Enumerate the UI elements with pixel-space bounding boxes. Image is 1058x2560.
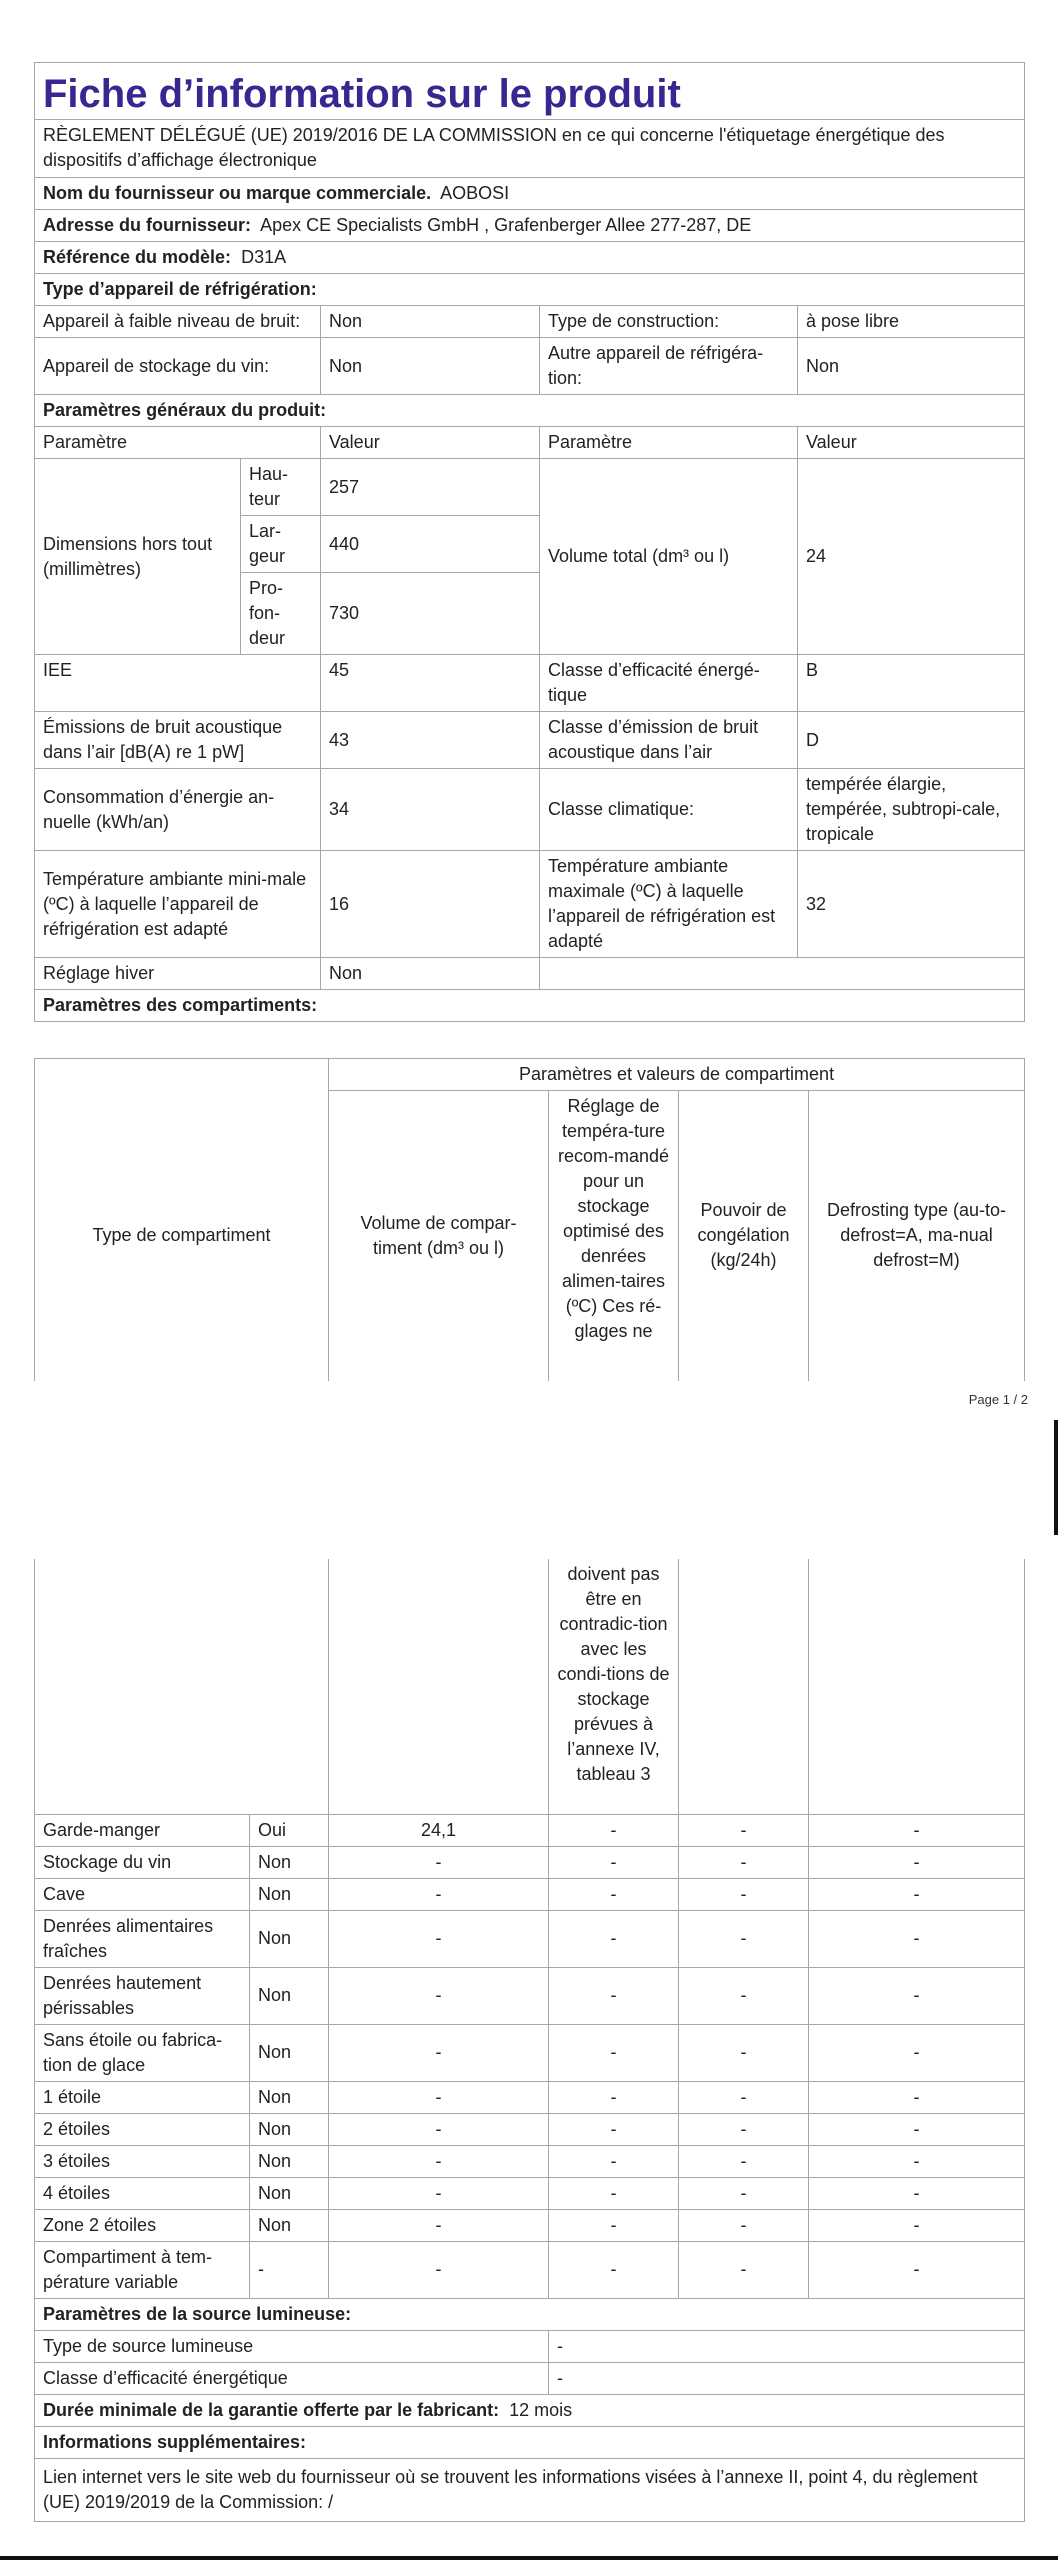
page-number: Page 1 / 2: [968, 1392, 1028, 1407]
noise-class-value: D: [798, 712, 1025, 769]
energy-value: 34: [321, 769, 540, 851]
temp-setting-header: Réglage de tempéra-ture recom-mandé pour un stockage optimisé des denrées alimen-taires (ºC) Ces ré-glages ne: [549, 1091, 679, 1381]
warranty-row: [35, 2394, 1025, 2426]
product-sheet-table-page-1: [34, 62, 1025, 1022]
compartment-freeze: -: [679, 1814, 809, 1846]
compartment-defrost: -: [809, 2081, 1025, 2113]
compartment-temp: -: [549, 2113, 679, 2145]
compartment-name: Denrées hautement périssables: [35, 1967, 250, 2024]
compartment-defrost: -: [809, 1967, 1025, 2024]
compartment-defrost: -: [809, 2241, 1025, 2298]
compartment-freeze: -: [679, 2177, 809, 2209]
efficiency-class-label: Classe d’efficacité énergé-tique: [540, 655, 798, 712]
col-value-header-2: Valeur: [798, 427, 1025, 459]
table-row: [35, 2241, 1025, 2298]
compartment-defrost: -: [809, 2177, 1025, 2209]
wine-value: Non: [321, 338, 540, 395]
compartment-volume: -: [329, 2113, 549, 2145]
compartment-temp: -: [549, 2209, 679, 2241]
compartment-temp: -: [549, 2024, 679, 2081]
compartment-defrost: -: [809, 1878, 1025, 1910]
temp-setting-header-cont: doivent pas être en contradic-tion avec les condi-tions de stockage prévues à l’annexe IV, tableau 3: [549, 1559, 679, 1814]
general-params-heading: Paramètres généraux du produit:: [35, 395, 1025, 427]
compartment-defrost: -: [809, 2113, 1025, 2145]
compartment-volume: -: [329, 2177, 549, 2209]
page-title: Fiche d’information sur le produit: [35, 63, 1025, 120]
compartment-name: 2 étoiles: [35, 2113, 250, 2145]
compartment-volume: -: [329, 2081, 549, 2113]
compartment-present: Non: [250, 2209, 329, 2241]
volume-value: 24: [798, 459, 1025, 655]
compartment-freeze: -: [679, 2241, 809, 2298]
depth-label: Pro-fon-deur: [241, 573, 321, 655]
warranty-label: Durée minimale de la garantie offerte par le fabricant:: [43, 2399, 500, 2420]
table-row: [35, 2113, 1025, 2145]
compartment-present: Non: [250, 1967, 329, 2024]
compartment-volume: -: [329, 2024, 549, 2081]
winter-value: Non: [321, 958, 540, 990]
compartment-defrost: -: [809, 2024, 1025, 2081]
address-label: Adresse du fournisseur:: [43, 215, 252, 235]
compartment-freeze: -: [679, 2113, 809, 2145]
compartment-present: Non: [250, 2024, 329, 2081]
noise-class-label: Classe d’émission de bruit acoustique dans l’air: [540, 712, 798, 769]
noise-value: 43: [321, 712, 540, 769]
col-value-header: Valeur: [321, 427, 540, 459]
compartment-present: Non: [250, 1846, 329, 1878]
compartment-name: Stockage du vin: [35, 1846, 250, 1878]
compartment-volume: -: [329, 1910, 549, 1967]
compartment-name: Zone 2 étoiles: [35, 2209, 250, 2241]
compartment-temp: -: [549, 2145, 679, 2177]
compartment-temp: -: [549, 1846, 679, 1878]
table-row: [35, 1846, 1025, 1878]
empty-cell: [329, 1559, 549, 1814]
compartment-present: Non: [250, 2081, 329, 2113]
table-row: [35, 2024, 1025, 2081]
compartment-present: -: [250, 2241, 329, 2298]
compartment-volume: -: [329, 1846, 549, 1878]
dimensions-label: Dimensions hors tout (millimètres): [35, 459, 241, 655]
empty-cell: [540, 958, 1025, 990]
energy-label: Consommation d’énergie an-nuelle (kWh/an): [35, 769, 321, 851]
compartment-volume: -: [329, 2145, 549, 2177]
compartment-freeze: -: [679, 2145, 809, 2177]
compartment-type-header: Type de compartiment: [35, 1091, 329, 1381]
construction-label: Type de construction:: [540, 306, 798, 338]
appliance-type-heading: Type d’appareil de réfrigération:: [35, 274, 1025, 306]
col-param-header-2: Paramètre: [540, 427, 798, 459]
compartment-defrost: -: [809, 2209, 1025, 2241]
table-row: [35, 1910, 1025, 1967]
compartment-volume: -: [329, 1878, 549, 1910]
compartment-table-page-2: [34, 1559, 1025, 2522]
compartment-volume-header: Volume de compar-timent (dm³ ou l): [329, 1091, 549, 1381]
table-row: [35, 2177, 1025, 2209]
compartment-freeze: -: [679, 1878, 809, 1910]
empty-cell: [35, 1059, 329, 1091]
empty-cell: [679, 1559, 809, 1814]
table-row: [35, 2209, 1025, 2241]
light-class-value: -: [549, 2362, 1025, 2394]
compartment-freeze: -: [679, 1910, 809, 1967]
volume-label: Volume total (dm³ ou l): [540, 459, 798, 655]
regulation-text: RÈGLEMENT DÉLÉGUÉ (UE) 2019/2016 DE LA COMMISSION en ce qui concerne l'étiquetage énergétique des dispositifs d’affichage électronique: [35, 120, 1025, 178]
wine-label: Appareil de stockage du vin:: [35, 338, 321, 395]
compartment-volume: 24,1: [329, 1814, 549, 1846]
compartment-name: Cave: [35, 1878, 250, 1910]
compartment-params-header: Paramètres et valeurs de compartiment: [329, 1059, 1025, 1091]
compartment-freeze: -: [679, 2024, 809, 2081]
model-value: D31A: [241, 247, 287, 267]
compartment-present: Non: [250, 1910, 329, 1967]
compartment-present: Non: [250, 2177, 329, 2209]
noise-label: Émissions de bruit acoustique dans l’air [dB(A) re 1 pW]: [35, 712, 321, 769]
compartment-rows: [35, 1814, 1025, 2298]
compartment-volume: -: [329, 2209, 549, 2241]
compartment-name: Denrées alimentaires fraîches: [35, 1910, 250, 1967]
defrost-type-header: Defrosting type (au-to-defrost=A, ma-nual defrost=M): [809, 1091, 1025, 1381]
compartment-name: 4 étoiles: [35, 2177, 250, 2209]
iee-label: IEE: [35, 655, 321, 712]
compartment-header-page-1: [34, 1058, 1025, 1381]
model-row: [35, 242, 1025, 274]
min-temp-label: Température ambiante mini-male (ºC) à laquelle l’appareil de réfrigération est adapté: [35, 851, 321, 958]
freeze-capacity-header: Pouvoir de congélation (kg/24h): [679, 1091, 809, 1381]
iee-value: 45: [321, 655, 540, 712]
compartment-temp: -: [549, 2177, 679, 2209]
supplier-label: Nom du fournisseur ou marque commerciale.: [43, 183, 432, 203]
table-row: [35, 2081, 1025, 2113]
light-source-heading: Paramètres de la source lumineuse:: [35, 2298, 1025, 2330]
climate-value: tempérée élargie, tempérée, subtropi-cale, tropicale: [798, 769, 1025, 851]
address-value: Apex CE Specialists GmbH , Grafenberger Allee 277-287, DE: [260, 215, 752, 235]
light-type-label: Type de source lumineuse: [35, 2330, 549, 2362]
winter-label: Réglage hiver: [35, 958, 321, 990]
additional-info-text: Lien internet vers le site web du fournisseur où se trouvent les informations visées à l’annexe II, point 4, du règlement (UE) 2019/2019 de la Commission: /: [35, 2458, 1025, 2521]
light-class-label: Classe d’efficacité énergétique: [35, 2362, 549, 2394]
table-row: [35, 1967, 1025, 2024]
compartment-temp: -: [549, 2081, 679, 2113]
compartment-present: Oui: [250, 1814, 329, 1846]
max-temp-value: 32: [798, 851, 1025, 958]
compartment-name: 1 étoile: [35, 2081, 250, 2113]
compartment-temp: -: [549, 2241, 679, 2298]
compartment-defrost: -: [809, 2145, 1025, 2177]
address-row: [35, 210, 1025, 242]
other-appliance-label: Autre appareil de réfrigéra-tion:: [540, 338, 798, 395]
compartment-volume: -: [329, 2241, 549, 2298]
compartment-present: Non: [250, 1878, 329, 1910]
compartment-name: 3 étoiles: [35, 2145, 250, 2177]
compartment-name: Sans étoile ou fabrica-tion de glace: [35, 2024, 250, 2081]
empty-cell: [809, 1559, 1025, 1814]
efficiency-class-value: B: [798, 655, 1025, 712]
depth-value: 730: [321, 573, 540, 655]
low-noise-value: Non: [321, 306, 540, 338]
compartment-freeze: -: [679, 2209, 809, 2241]
model-label: Référence du modèle:: [43, 247, 232, 267]
compartments-heading: Paramètres des compartiments:: [35, 990, 1025, 1022]
supplier-value: AOBOSI: [440, 183, 510, 203]
max-temp-label: Température ambiante maximale (ºC) à laquelle l’appareil de réfrigération est adapté: [540, 851, 798, 958]
height-value: 257: [321, 459, 540, 516]
low-noise-label: Appareil à faible niveau de bruit:: [35, 306, 321, 338]
compartment-defrost: -: [809, 1846, 1025, 1878]
compartment-temp: -: [549, 1910, 679, 1967]
compartment-freeze: -: [679, 1846, 809, 1878]
compartment-temp: -: [549, 1878, 679, 1910]
table-row: [35, 1814, 1025, 1846]
compartment-defrost: -: [809, 1910, 1025, 1967]
compartment-name: Compartiment à tem-pérature variable: [35, 2241, 250, 2298]
compartment-present: Non: [250, 2145, 329, 2177]
additional-info-heading: Informations supplémentaires:: [35, 2426, 1025, 2458]
other-appliance-value: Non: [798, 338, 1025, 395]
min-temp-value: 16: [321, 851, 540, 958]
climate-label: Classe climatique:: [540, 769, 798, 851]
width-label: Lar-geur: [241, 516, 321, 573]
table-row: [35, 1878, 1025, 1910]
compartment-freeze: -: [679, 1967, 809, 2024]
compartment-temp: -: [549, 1967, 679, 2024]
compartment-temp: -: [549, 1814, 679, 1846]
empty-cell: [35, 1559, 329, 1814]
compartment-present: Non: [250, 2113, 329, 2145]
light-type-value: -: [549, 2330, 1025, 2362]
compartment-freeze: -: [679, 2081, 809, 2113]
col-param-header: Paramètre: [35, 427, 321, 459]
page-2: [0, 1535, 1058, 2560]
compartment-defrost: -: [809, 1814, 1025, 1846]
table-row: [35, 2145, 1025, 2177]
warranty-value: 12 mois: [509, 2399, 573, 2420]
height-label: Hau-teur: [241, 459, 321, 516]
construction-value: à pose libre: [798, 306, 1025, 338]
supplier-row: [35, 178, 1025, 210]
compartment-name: Garde-manger: [35, 1814, 250, 1846]
compartment-volume: -: [329, 1967, 549, 2024]
page-bottom-border: [0, 2556, 1058, 2560]
width-value: 440: [321, 516, 540, 573]
